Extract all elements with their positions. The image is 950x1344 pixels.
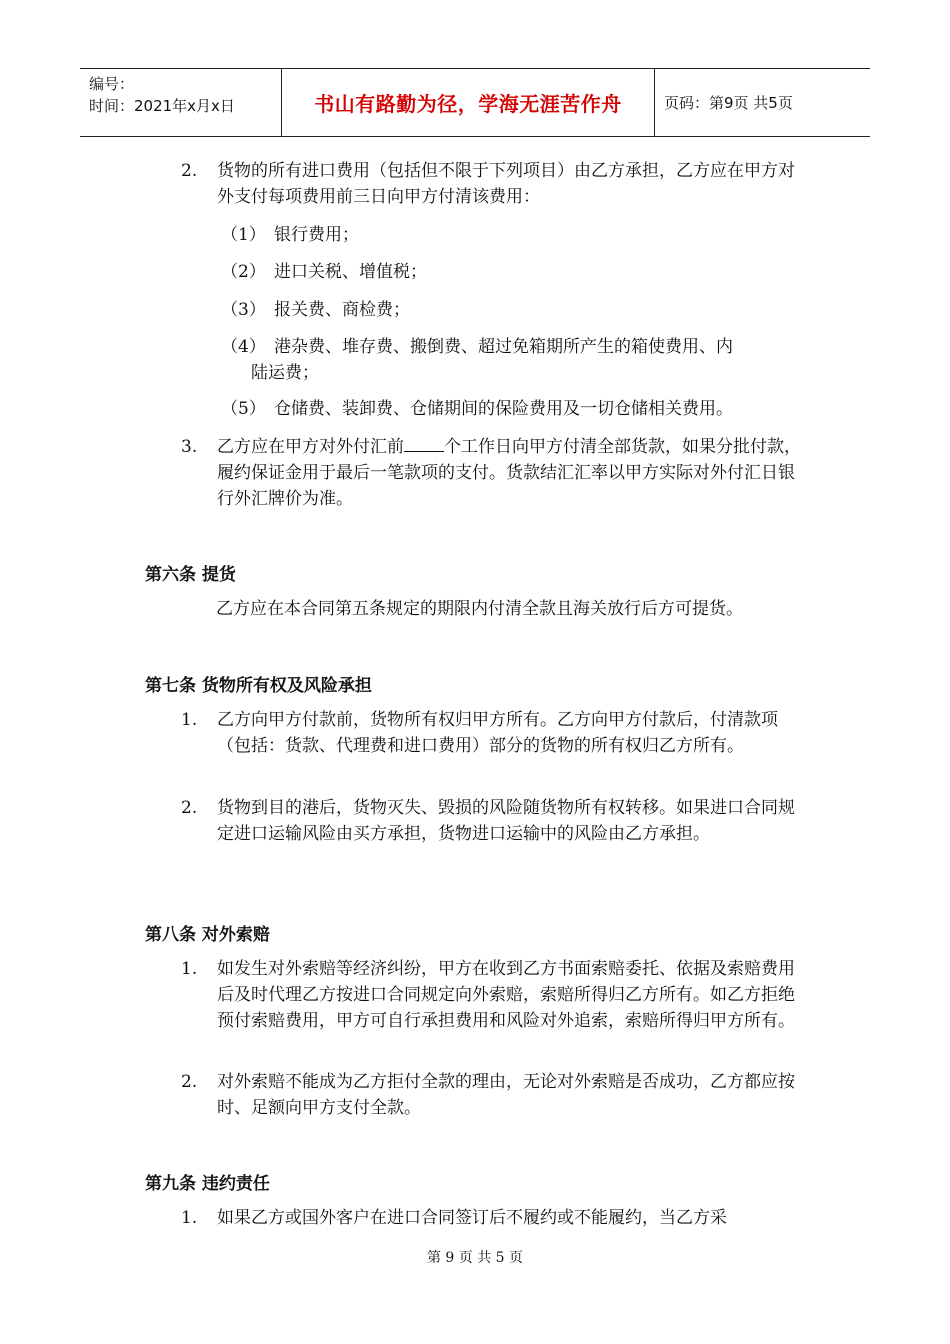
clause-number: 1. (181, 1208, 198, 1228)
sub-item (221, 334, 811, 386)
sub-item-text: 报关费、商检费； (274, 300, 410, 320)
clause-item (181, 434, 811, 512)
section-title: 第八条 对外索赔 (145, 925, 270, 945)
clause-text: 如发生对外索赔等经济纠纷，甲方在收到乙方书面索赔委托、依据及索赔费用后及时代理乙方按进口合同规定向外索赔，索赔所得归乙方所有。如乙方拒绝预付索赔费用，甲方可自行承担费用和风险对外追索，索赔所得归甲方所有。 (217, 959, 795, 1031)
header-page-cell (664, 69, 870, 136)
clause-number: 3. (181, 437, 198, 457)
clause-number: 1. (181, 959, 198, 979)
sub-item (221, 297, 811, 323)
clause-text: 对外索赔不能成为乙方拒付全款的理由，无论对外索赔是否成功，乙方都应按时、足额向甲方支付全款。 (217, 1072, 795, 1118)
clause-number: 2. (181, 161, 198, 181)
sub-item-text: 进口关税、增值税； (274, 262, 427, 282)
section-title: 第六条 提货 (145, 565, 236, 585)
header-page-label: 页码：第9页 共5页 (664, 94, 793, 112)
sub-item-text: 仓储费、装卸费、仓储期间的保险费用及一切仓储相关费用。 (274, 399, 733, 419)
sub-item-number: （4） (221, 337, 266, 357)
sub-item-number: （2） (221, 262, 266, 282)
document-number-label: 编号： (89, 75, 135, 93)
clause-item (181, 795, 811, 847)
sub-item-text: 港杂费、堆存费、搬倒费、超过免箱期所产生的箱使费用、内 (274, 337, 733, 357)
section-paragraph: 乙方应在本合同第五条规定的期限内付清全款且海关放行后方可提货。 (216, 599, 743, 619)
clause-number: 2. (181, 1072, 198, 1092)
header-motto-cell (281, 69, 655, 136)
sub-item-number: （1） (221, 225, 266, 245)
clause-text: 乙方向甲方付款前，货物所有权归甲方所有。乙方向甲方付款后，付清款项（包括：货款、代理费和进口费用）部分的货物的所有权归乙方所有。 (217, 710, 778, 756)
clause-number: 1. (181, 710, 198, 730)
clause-item (181, 707, 811, 759)
page-header (80, 68, 870, 137)
sub-item (221, 396, 811, 422)
section-title: 第七条 货物所有权及风险承担 (145, 676, 372, 696)
clause-text: 货物到目的港后，货物灭失、毁损的风险随货物所有权转移。如果进口合同规定进口运输风险由买方承担，货物进口运输中的风险由乙方承担。 (217, 798, 795, 844)
sub-item-number: （5） (221, 399, 266, 419)
sub-item-number: （3） (221, 300, 266, 320)
document-time-label: 时间：2021年x月x日 (89, 97, 235, 115)
sub-item (221, 222, 811, 248)
clause-text-part: 乙方应在甲方对外付汇前 (217, 437, 404, 457)
clause-item (181, 956, 811, 1034)
clause-item (181, 1069, 811, 1121)
clause-item (181, 158, 811, 210)
sub-item-text-continued: 陆运费； (251, 363, 319, 383)
header-left-cell (80, 69, 280, 136)
sub-item (221, 259, 811, 285)
page-footer: 第 9 页 共 5 页 (426, 1250, 524, 1266)
clause-text (217, 434, 811, 512)
header-motto: 书山有路勤为径，学海无涯苦作舟 (314, 92, 622, 116)
sub-item-text: 银行费用； (274, 225, 359, 245)
clause-text: 货物的所有进口费用（包括但不限于下列项目）由乙方承担，乙方应在甲方对外支付每项费用前三日向甲方付清该费用： (217, 161, 795, 207)
section-title: 第九条 违约责任 (145, 1174, 270, 1194)
clause-item (181, 1205, 811, 1231)
clause-number: 2. (181, 798, 198, 818)
clause-text-part: 个工作日向甲方付清全部货款，如果分批付款，履约保证金用于最后一笔款项的支付。货款结汇汇率以甲方实际对外付汇日银行外汇牌价为准。 (217, 437, 801, 509)
fill-in-blank[interactable] (404, 435, 444, 452)
clause-text: 如果乙方或国外客户在进口合同签订后不履约或不能履约，当乙方采 (217, 1208, 727, 1228)
